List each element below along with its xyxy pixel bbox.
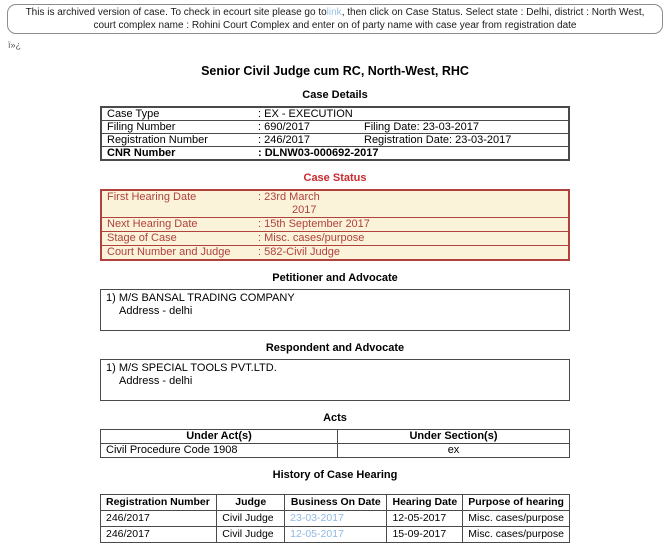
respondent-name: 1) M/S SPECIAL TOOLS PVT.LTD. xyxy=(106,362,277,374)
stage-of-case-label: Stage of Case xyxy=(101,232,253,246)
respondent-box xyxy=(100,359,570,401)
business-on-date-link[interactable]: 12-05-2017 xyxy=(290,528,344,540)
history-header-business-date: Business On Date xyxy=(285,495,387,511)
court-and-judge-value: : 582-Civil Judge xyxy=(253,246,569,261)
acts-table xyxy=(100,429,570,458)
cnr-number-value: : DLNW03-000692-2017 xyxy=(253,147,569,161)
first-hearing-line2: 2017 xyxy=(292,204,317,216)
table-row xyxy=(101,147,569,161)
history-table xyxy=(100,494,570,543)
history-judge: Civil Judge xyxy=(217,527,285,543)
case-details-heading: Case Details xyxy=(302,89,368,101)
table-row xyxy=(101,430,570,444)
history-purpose: Misc. cases/purpose xyxy=(463,527,570,543)
table-row xyxy=(101,134,569,147)
registration-date-value: Registration Date: 23-03-2017 xyxy=(359,134,569,147)
history-registration: 246/2017 xyxy=(101,511,217,527)
acts-heading: Acts xyxy=(323,412,347,424)
registration-number-value: : 246/2017 xyxy=(253,134,359,147)
banner-text-after: , then click on Case Status. Select state : Delhi, district : North West, court complex name : Rohini Court Complex and enter on of party name with case year from registration date xyxy=(93,7,645,31)
first-hearing-line1: : 23rd March xyxy=(258,191,320,203)
table-row xyxy=(101,246,569,261)
ecourt-link[interactable]: link xyxy=(326,7,342,18)
history-header-judge: Judge xyxy=(217,495,285,511)
history-judge: Civil Judge xyxy=(217,511,285,527)
history-header-registration: Registration Number xyxy=(101,495,217,511)
history-header-hearing-date: Hearing Date xyxy=(387,495,463,511)
table-header-row xyxy=(101,495,570,511)
case-status-heading: Case Status xyxy=(303,172,367,184)
case-type-label: Case Type xyxy=(107,108,160,120)
banner-text-before: This is archived version of case. To check in ecourt site please go to xyxy=(25,7,327,18)
cnr-number-label: CNR Number xyxy=(101,147,253,161)
act-value: Civil Procedure Code 1908 xyxy=(101,444,338,458)
history-header-purpose: Purpose of hearing xyxy=(463,495,570,511)
respondent-address: Address - delhi xyxy=(119,375,193,387)
table-row xyxy=(101,107,569,121)
filing-date-value: Filing Date: 23-03-2017 xyxy=(359,121,569,134)
filing-number-value: : 690/2017 xyxy=(253,121,359,134)
history-purpose: Misc. cases/purpose xyxy=(463,511,570,527)
table-row xyxy=(101,527,570,543)
case-details-table xyxy=(100,106,570,161)
archived-notice-banner xyxy=(7,4,663,34)
table-row xyxy=(101,218,569,232)
petitioner-name: 1) M/S BANSAL TRADING COMPANY xyxy=(106,292,295,304)
business-on-date-link[interactable]: 23-03-2017 xyxy=(290,512,344,524)
page-title: Senior Civil Judge cum RC, North-West, RHC xyxy=(201,64,469,78)
stage-of-case-value: : Misc. cases/purpose xyxy=(253,232,569,246)
history-hearing-date: 12-05-2017 xyxy=(387,511,463,527)
table-row xyxy=(101,444,570,458)
case-status-table xyxy=(100,189,570,261)
court-and-judge-label: Court Number and Judge xyxy=(101,246,253,261)
petitioner-box xyxy=(100,289,570,331)
section-value: ex xyxy=(338,444,570,458)
first-hearing-label: First Hearing Date xyxy=(107,191,197,203)
table-row xyxy=(101,190,569,218)
history-hearing-date: 15-09-2017 xyxy=(387,527,463,543)
table-row xyxy=(101,121,569,134)
under-acts-header: Under Act(s) xyxy=(101,430,338,444)
case-type-value: : EX - EXECUTION xyxy=(258,108,353,120)
registration-number-label: Registration Number xyxy=(101,134,253,147)
table-row xyxy=(101,232,569,246)
next-hearing-value: : 15th September 2017 xyxy=(253,218,569,232)
petitioner-heading: Petitioner and Advocate xyxy=(272,272,398,284)
bom-artifact-text: ï»¿ xyxy=(8,40,22,50)
petitioner-address: Address - delhi xyxy=(119,305,193,317)
history-registration: 246/2017 xyxy=(101,527,217,543)
filing-number-label: Filing Number xyxy=(101,121,253,134)
history-heading: History of Case Hearing xyxy=(272,469,398,481)
first-hearing-value xyxy=(253,190,569,218)
under-sections-header: Under Section(s) xyxy=(338,430,570,444)
table-row xyxy=(101,511,570,527)
next-hearing-label: Next Hearing Date xyxy=(101,218,253,232)
respondent-heading: Respondent and Advocate xyxy=(265,342,405,354)
